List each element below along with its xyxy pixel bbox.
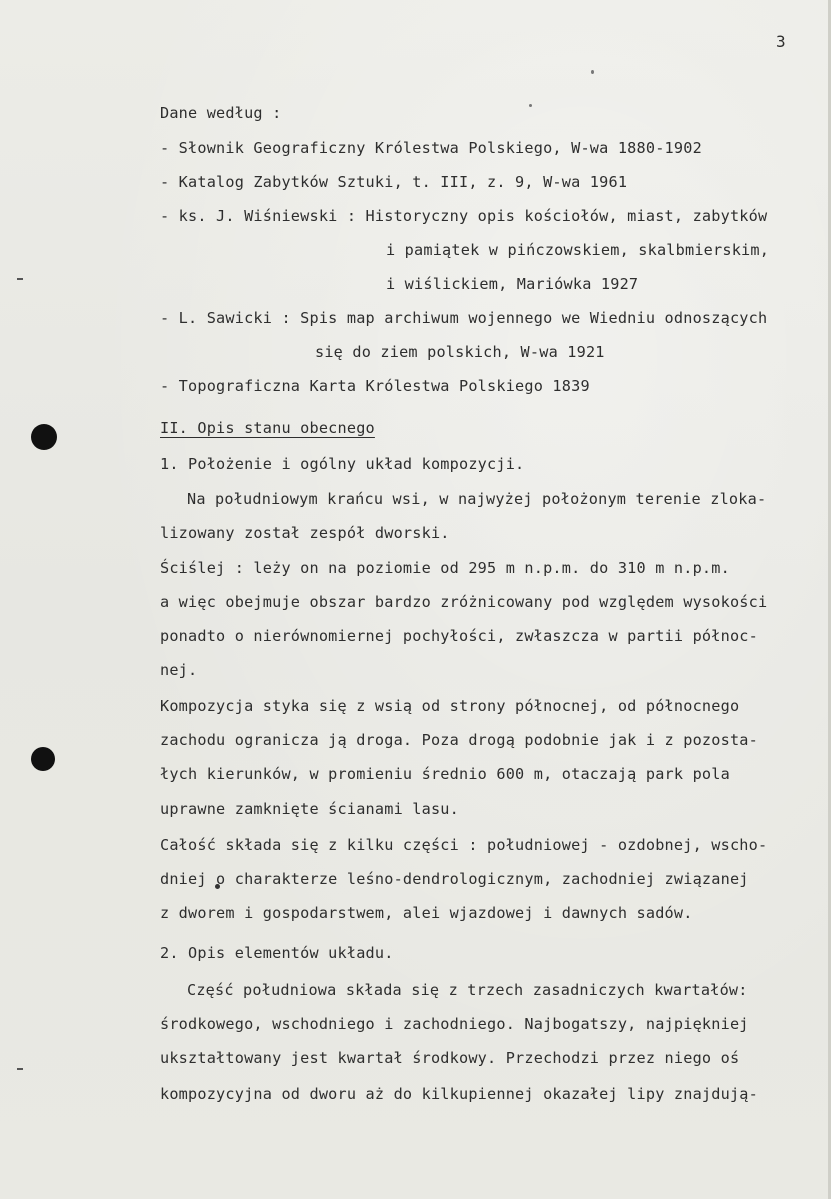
paragraph-line: środkowego, wschodniego i zachodniego. Najbogatszy, najpiękniej — [160, 1015, 749, 1033]
source-line: - Słownik Geograficzny Królestwa Polskiego, W-wa 1880-1902 — [160, 139, 702, 157]
page-number: 3 — [776, 32, 786, 51]
source-line: - Katalog Zabytków Sztuki, t. III, z. 9, W-wa 1961 — [160, 173, 628, 191]
paragraph-line: łych kierunków, w promieniu średnio 600 m, otaczają park pola — [160, 765, 730, 783]
source-line: i pamiątek w pińczowskiem, skalbmierskim, — [386, 241, 770, 259]
source-line: - Topograficzna Karta Królestwa Polskiego 1839 — [160, 377, 590, 395]
paragraph-line: z dworem i gospodarstwem, alei wjazdowej i dawnych sadów. — [160, 904, 693, 922]
margin-mark — [17, 1068, 23, 1070]
source-line: - L. Sawicki : Spis map archiwum wojennego we Wiedniu odnoszących — [160, 309, 768, 327]
paragraph-line: Na południowym krańcu wsi, w najwyżej położonym terenie zloka- — [187, 490, 767, 508]
paragraph-line: uprawne zamknięte ścianami lasu. — [160, 800, 459, 818]
sources-intro: Dane według : — [160, 104, 282, 122]
paragraph-line: Ściślej : leży on na poziomie od 295 m n.p.m. do 310 m n.p.m. — [160, 559, 730, 577]
punch-hole-bottom — [31, 747, 55, 771]
paragraph-line: Część południowa składa się z trzech zasadniczych kwartałów: — [187, 981, 748, 999]
paragraph-line: ukształtowany jest kwartał środkowy. Przechodzi przez niego oś — [160, 1049, 740, 1067]
paragraph-line: dniej o charakterze leśno-dendrologicznym, zachodniej związanej — [160, 870, 749, 888]
punch-hole-top — [31, 424, 57, 450]
section-heading: II. Opis stanu obecnego — [160, 419, 375, 437]
paragraph-line: lizowany został zespół dworski. — [160, 524, 450, 542]
paragraph-line: Kompozycja styka się z wsią od strony północnej, od północnego — [160, 697, 740, 715]
source-line: i wiślickiem, Mariówka 1927 — [386, 275, 639, 293]
paragraph-line: Całość składa się z kilku części : południowej - ozdobnej, wscho- — [160, 836, 768, 854]
subsection-heading: 1. Położenie i ogólny układ kompozycji. — [160, 455, 525, 473]
paragraph-line: nej. — [160, 661, 198, 679]
source-line: - ks. J. Wiśniewski : Historyczny opis kościołów, miast, zabytków — [160, 207, 768, 225]
paragraph-line: a więc obejmuje obszar bardzo zróżnicowany pod względem wysokości — [160, 593, 768, 611]
paragraph-line: zachodu ogranicza ją droga. Poza drogą podobnie jak i z pozosta- — [160, 731, 758, 749]
paper-speck — [529, 104, 532, 107]
paragraph-line: kompozycyjna od dworu aż do kilkupiennej okazałej lipy znajdują- — [160, 1085, 758, 1103]
source-line: się do ziem polskich, W-wa 1921 — [315, 343, 605, 361]
paragraph-line: ponadto o nierównomiernej pochyłości, zwłaszcza w partii północ- — [160, 627, 758, 645]
subsection-heading: 2. Opis elementów układu. — [160, 944, 394, 962]
paper-speck — [591, 70, 594, 74]
margin-mark — [17, 278, 23, 280]
